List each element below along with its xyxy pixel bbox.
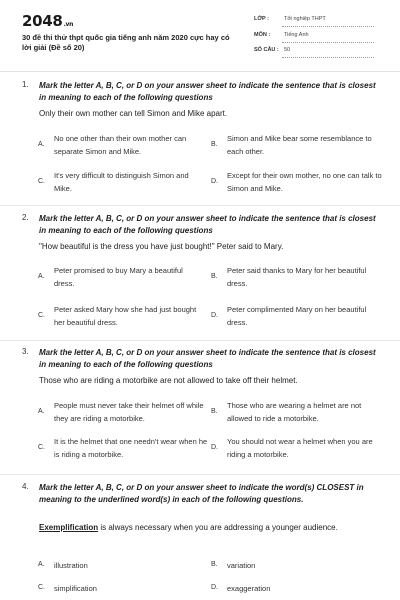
option-text: People must never take their helmet off while they are riding a motorbike. bbox=[54, 401, 204, 423]
question-instruction: Mark the letter A, B, C, or D on your answer sheet to indicate the word(s) CLOSEST in meaning to the underlined word(s) in each of the following questions. bbox=[39, 483, 364, 505]
logo-main: 2048 bbox=[22, 12, 63, 30]
question-stem: Those who are riding a motorbike are not allowed to take off their helmet. bbox=[39, 376, 298, 385]
document-header bbox=[0, 0, 400, 72]
meta-subject bbox=[254, 30, 374, 43]
question-instruction: Mark the letter A, B, C, or D on your answer sheet to indicate the sentence that is closest in meaning to each of the following questions bbox=[39, 81, 376, 103]
option-text: Peter said thanks to Mary for her beautiful dress. bbox=[227, 266, 367, 288]
meta-value: 50 bbox=[284, 47, 291, 53]
option-letter: A. bbox=[38, 408, 45, 415]
meta-class bbox=[254, 14, 374, 27]
meta-divider bbox=[282, 26, 374, 27]
question-number: 4. bbox=[22, 482, 29, 491]
question-instruction: Mark the letter A, B, C, or D on your answer sheet to indicate the sentence that is closest in meaning to each of the following questions bbox=[39, 348, 376, 370]
option-text: Except for their own mother, no one can talk to Simon and Mike. bbox=[227, 171, 382, 193]
option-letter: B. bbox=[211, 273, 218, 280]
meta-value: Tốt nghiệp THPT bbox=[284, 16, 326, 22]
question-divider bbox=[0, 474, 400, 475]
question-instruction: Mark the letter A, B, C, or D on your answer sheet to indicate the sentence that is closest in meaning to each of the following questions bbox=[39, 214, 376, 236]
option-letter: B. bbox=[211, 561, 218, 568]
option-letter: B. bbox=[211, 141, 218, 148]
option-letter: A. bbox=[38, 141, 45, 148]
logo-sub: .vn bbox=[63, 21, 74, 28]
document-title: 30 đề thi thử thpt quốc gia tiếng anh năm 2020 cực hay có lời giải (Đề số 20) bbox=[22, 33, 230, 52]
stem-rest: is always necessary when you are addressing a younger audience. bbox=[98, 523, 338, 532]
underlined-word: Exemplification bbox=[39, 523, 99, 532]
option-letter: C. bbox=[38, 312, 45, 319]
option-letter: D. bbox=[211, 444, 218, 451]
option-text: Peter complimented Mary on her beautiful dress. bbox=[227, 305, 367, 327]
option-text: No one other than their own mother can separate Simon and Mike. bbox=[54, 134, 187, 156]
option-text: variation bbox=[227, 561, 256, 570]
question-number: 2. bbox=[22, 213, 29, 222]
option-letter: B. bbox=[211, 408, 218, 415]
option-letter: A. bbox=[38, 273, 45, 280]
meta-key: LỚP : bbox=[254, 16, 269, 22]
meta-value: Tiếng Anh bbox=[284, 32, 309, 38]
option-text: Those who are wearing a helmet are not allowed to ride a motorbike. bbox=[227, 401, 362, 423]
option-letter: A. bbox=[38, 561, 45, 568]
question-divider bbox=[0, 340, 400, 341]
option-text: simplification bbox=[54, 584, 97, 593]
meta-key: MÔN : bbox=[254, 32, 271, 38]
question-divider bbox=[0, 205, 400, 206]
question-number: 1. bbox=[22, 80, 29, 89]
question-stem: "How beautiful is the dress you have just bought!" Peter said to Mary. bbox=[39, 242, 284, 251]
option-letter: D. bbox=[211, 178, 218, 185]
question-stem: Only their own mother can tell Simon and Mike apart. bbox=[39, 109, 228, 118]
option-text: You should not wear a helmet when you are riding a motorbike. bbox=[227, 437, 373, 459]
option-letter: D. bbox=[211, 584, 218, 591]
option-text: Peter promised to buy Mary a beautiful dress. bbox=[54, 266, 183, 288]
question-stem bbox=[39, 522, 381, 534]
option-text: Simon and Mike bear some resemblance to each other. bbox=[227, 134, 372, 156]
option-text: illustration bbox=[54, 561, 88, 570]
option-letter: C. bbox=[38, 444, 45, 451]
option-letter: C. bbox=[38, 178, 45, 185]
option-text: exaggeration bbox=[227, 584, 271, 593]
option-text: Peter asked Mary how she had just bought her beautiful dress. bbox=[54, 305, 197, 327]
meta-divider bbox=[282, 42, 374, 43]
option-letter: C. bbox=[38, 584, 45, 591]
meta-question-count bbox=[254, 45, 374, 58]
site-logo[interactable] bbox=[22, 12, 73, 30]
option-text: It's very difficult to distinguish Simon and Mike. bbox=[54, 171, 189, 193]
question-number: 3. bbox=[22, 347, 29, 356]
option-letter: D. bbox=[211, 312, 218, 319]
option-text: It is the helmet that one needn't wear when he is riding a motorbike. bbox=[54, 437, 208, 459]
meta-divider bbox=[282, 57, 374, 58]
meta-key: SỐ CÂU : bbox=[254, 47, 279, 53]
